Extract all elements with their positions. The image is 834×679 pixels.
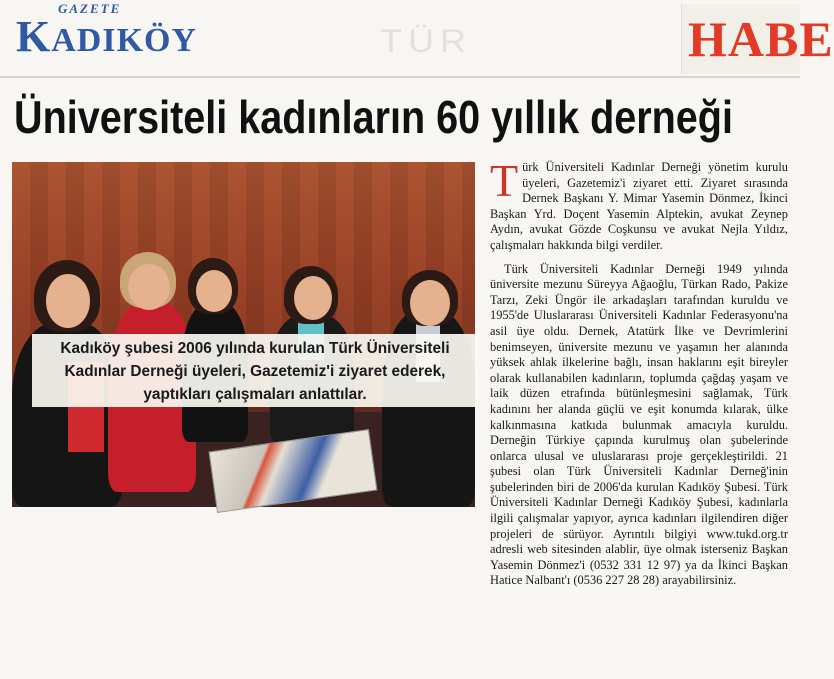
photo-person-face (410, 280, 450, 326)
article-paragraph-2: Türk Üniversiteli Kadınlar Derneği 1949 yılında üniversite mezunu Süreyya Ağaoğlu, Türkan Rado, Pakize Tarzı, Zeki Üngör ile arkadaşları tarafından kuruldu ve 1955'de Uluslararası Üniversiteli Kadınlar Federasyonu'na asil üye oldu. Dernek, Atatürk İlke ve Devrimlerini benimseyen, üniversite mezunu ve yaşamın her alanında yüksek ahlak ilkelerine bağlı, insan haklarını eşit bireyler olarak kullanabilen kadınların, toplumda çağdaş yaşam ve laik düzen etrafında bütünleşmesini sağlamak, Türk kadınını her alanda güçlü ve eşit konumda kılarak, ülke kalkınmasına katkıda bulunmak amacıyla kuruldu. Derneğin Türkiye çapında kurulmuş olan şubelerinde onlarca ulusal ve uluslararası proje gerçekleştirildi. 21 şubesi olan Türk Üniversiteli Kadınlar Derneğ'inin şubelerinden biri de 2006'da kurulan Kadıköy Şubesi. Türk Üniversiteli Kadınlar Derneği Kadıköy Şubesi, kadınlarla ilgili çalışmalar yapıyor, ayrıca kadınları ilgilendiren diğer projeleri de sürüyor. Ayrıntılı bilgiyi www.tukd.org.tr adresli web sitesinden alablir, üye olmak isterseniz Başkan Yasemin Dönmez'i (0532 331 12 97) ya da İkinci Başkan Hatice Nalbant'ı (0536 227 28 28) arayabilirsiniz. (490, 261, 788, 588)
photo-person-face (294, 276, 332, 320)
photo-person-face (196, 270, 232, 312)
dropcap-letter: T (490, 155, 519, 206)
masthead-rule (0, 76, 800, 78)
article-paragraph-1-text: ürk Üniversiteli Kadınlar Derneği yönetim kurulu üyeleri, Gazetemiz'i ziyaret etti. Ziyaret sırasında Dernek Başkanı Y. Mimar Yasemin Dönmez, İkinci Başkan Yrd. Doçent Yasemin Alptekin, avukat Zeynep Aydın, avukat Gözde Coşkunsu ve avukat Nejla Yıldız, çalışmaları hakkında bilgi verdiler. (490, 160, 788, 252)
masthead-title (16, 11, 197, 62)
masthead-kicker: GAZETE (58, 1, 122, 16)
photo-caption: Kadıköy şubesi 2006 yılında kurulan Türk Üniversiteli Kadınlar Derneği üyeleri, Gazetemiz'i ziyaret ederek, yaptıkları çalışmaları anlattılar. (32, 334, 478, 407)
masthead-title-cap: K (16, 12, 52, 61)
masthead (0, 0, 834, 78)
article-photo (12, 162, 475, 507)
article-paragraph-1 (490, 155, 788, 254)
photo-person-face (128, 264, 170, 310)
photo-person-face (46, 274, 90, 328)
section-label: HABE (688, 11, 834, 67)
article-headline: Üniversiteli kadınların 60 yıllık derneği (14, 91, 733, 143)
faded-background-text: TÜR (380, 22, 472, 60)
article-body (490, 155, 788, 675)
section-label-box (681, 4, 834, 74)
masthead-title-rest: ADIKÖY (51, 22, 198, 59)
